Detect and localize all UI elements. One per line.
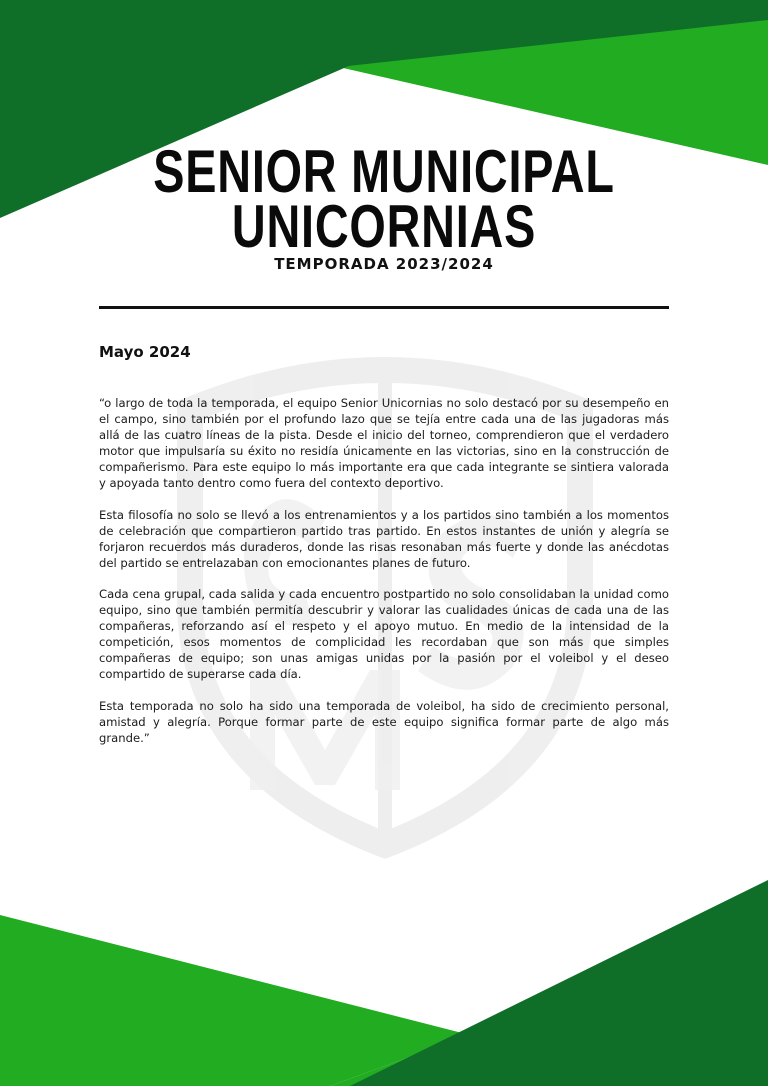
season-subtitle: TEMPORADA 2023/2024 [274,255,494,273]
paragraph-3: Cada cena grupal, cada salida y cada encuentro postpartido no solo consolidaban la unidad como equipo, sino que también permitía descubrir y valorar las cualidades únicas de cada una de las compañeras, reforzando así el respeto y el apoyo mutuo. En medio de la intensidad de la competición, esos momentos de complicidad les recordaban que son más que simples compañeras de equipo; son unas amigas unidas por la pasión por el voleibol y el deseo compartido de superarse cada día. [99,586,669,682]
paragraph-1: “o largo de toda la temporada, el equipo Senior Unicornias no solo destacó por su desempeño en el campo, sino también por el profundo lazo que se tejía entre cada una de las jugadoras más allá de las cuatro líneas de la pista. Desde el inicio del torneo, comprendieron que el verdadero motor que impulsaría su éxito no residía únicamente en las victorias, sino en la construcción de compañerismo. Para este equipo lo más importante era que cada integrante se sintiera valorada y apoyada tanto dentro como fuera del contexto deportivo. [99,396,669,491]
document-body [99,395,669,761]
paragraph-2: Esta filosofía no solo se llevó a los entrenamientos y a los partidos sino también a los momentos de celebración que compartieron partido tras partido. En estos instantes de unión y alegría se forjaron recuerdos más duraderos, donde las risas resonaban más fuerte y donde las anécdotas del partido se entrelazaban con emocionantes planes de futuro. [99,507,669,570]
document-date: Mayo 2024 [99,343,191,361]
paragraph-4: Esta temporada no solo ha sido una temporada de voleibol, ha sido de crecimiento personal, amistad y alegría. Porque formar parte de este equipo significa formar parte de algo más grande.” [99,698,669,745]
divider [99,306,669,309]
bottom-left-green-shape [0,915,470,1086]
page-title-line2: UNICORNIAS [231,193,537,260]
page-title-line1: SENIOR MUNICIPAL [153,138,615,205]
